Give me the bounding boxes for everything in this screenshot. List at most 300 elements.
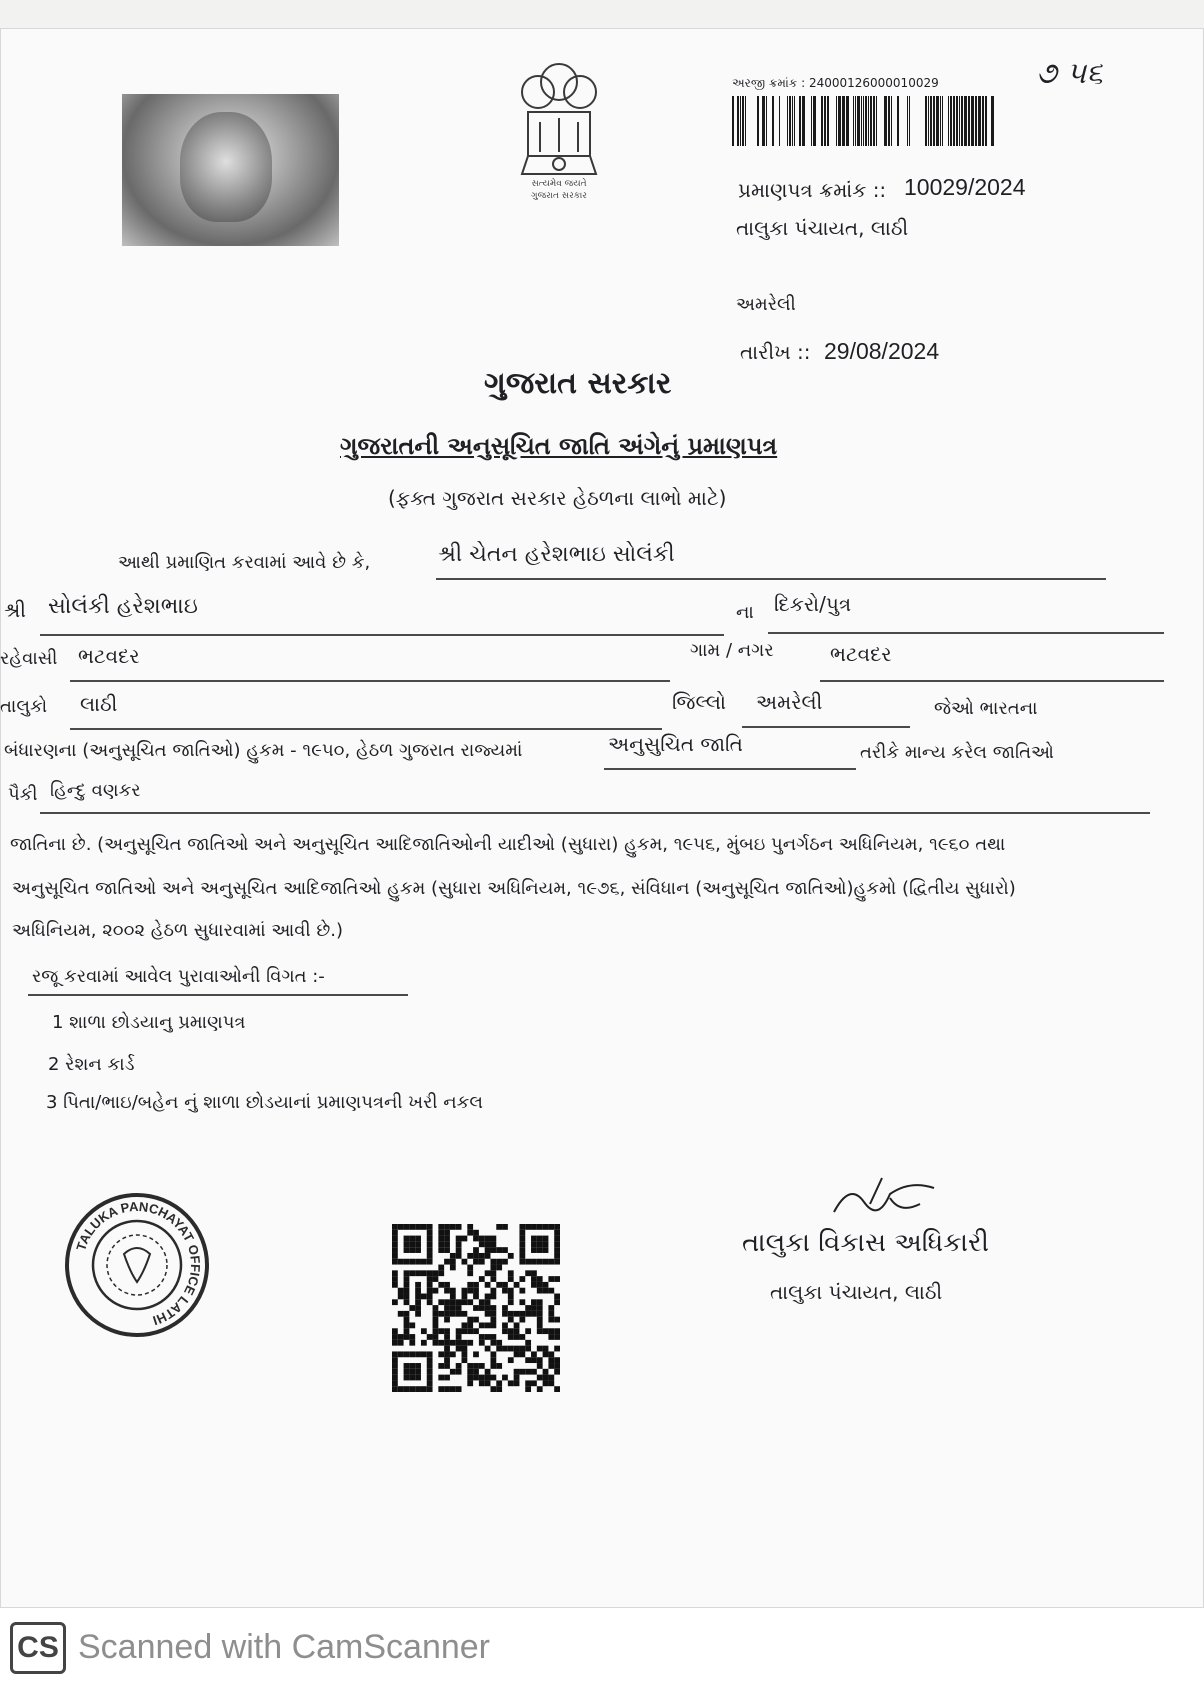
qr-module	[462, 1351, 468, 1357]
qr-module	[450, 1305, 456, 1311]
certify-label: આથી પ્રમાણિત કરવામાં આવે છે કે,	[118, 552, 371, 573]
qr-module	[415, 1351, 421, 1357]
qr-module	[508, 1328, 514, 1334]
qr-module	[427, 1375, 433, 1381]
qr-module	[444, 1241, 450, 1247]
emblem-motto: સત્યમેવ જયતે	[531, 179, 587, 189]
qr-module	[485, 1282, 491, 1288]
qr-module	[508, 1299, 514, 1305]
qr-module	[467, 1299, 473, 1305]
paragraph-line-1: જાતિના છે. (અનુસૂચિત જાતિઓ અને અનુસૂચિત આદિજાતિઓની યાદીઓ (સુધારા) હુકમ, ૧૯૫૬, મુંબઇ પુનર્ગઠન અધિનિયમ, ૧૯૬૦ તથા	[10, 834, 1006, 855]
qr-module	[531, 1224, 537, 1230]
qr-module	[404, 1311, 410, 1317]
evidence-item: 3 પિતા/ભાઇ/બહેન નું શાળા છોડયાનાં પ્રમાણપત્રની ખરી નકલ	[46, 1092, 483, 1113]
taluka-line	[70, 728, 662, 730]
qr-module	[548, 1224, 554, 1230]
qr-module	[485, 1305, 491, 1311]
qr-module	[467, 1369, 473, 1375]
barcode-bar	[792, 96, 793, 146]
qr-module	[456, 1247, 462, 1253]
qr-module	[525, 1346, 531, 1352]
qr-module	[398, 1334, 404, 1340]
qr-module	[554, 1247, 560, 1253]
qr-module	[415, 1224, 421, 1230]
barcode-bar	[964, 96, 967, 146]
qr-module	[554, 1386, 560, 1392]
qr-module	[514, 1351, 520, 1357]
barcode-bar	[959, 96, 960, 146]
qr-module	[444, 1236, 450, 1242]
qr-module	[473, 1282, 479, 1288]
qr-module	[525, 1380, 531, 1386]
barcode-bar	[737, 96, 739, 146]
qr-module	[531, 1276, 537, 1282]
barcode-bar	[740, 96, 741, 146]
qr-module	[421, 1328, 427, 1334]
qr-module	[519, 1276, 525, 1282]
qr-module	[519, 1288, 525, 1294]
qr-module	[392, 1328, 398, 1334]
qr-module	[433, 1317, 439, 1323]
qr-module	[519, 1224, 525, 1230]
qr-module	[462, 1357, 468, 1363]
qr-module	[525, 1259, 531, 1265]
qr-module	[398, 1386, 404, 1392]
signatory-title: તાલુકા વિકાસ અધિકારી	[742, 1228, 989, 1258]
seal-text: TALUKA PANCHAYAT OFFICE LATHI	[73, 1198, 204, 1329]
qr-module	[444, 1351, 450, 1357]
qr-module	[450, 1253, 456, 1259]
qr-module	[496, 1363, 502, 1369]
qr-module	[554, 1363, 560, 1369]
qr-module	[508, 1276, 514, 1282]
resident-value: ભટવદર	[78, 644, 140, 668]
village-value: ભટવદર	[830, 642, 892, 666]
qr-module	[479, 1276, 485, 1282]
qr-module	[462, 1294, 468, 1300]
qr-module	[392, 1247, 398, 1253]
qr-module	[392, 1369, 398, 1375]
qr-module	[392, 1340, 398, 1346]
qr-module	[415, 1270, 421, 1276]
qr-module	[392, 1351, 398, 1357]
qr-module	[502, 1224, 508, 1230]
qr-module	[531, 1259, 537, 1265]
qr-module	[456, 1328, 462, 1334]
qr-module	[531, 1369, 537, 1375]
qr-module	[473, 1363, 479, 1369]
barcode-bar	[811, 96, 812, 146]
village-line	[820, 680, 1164, 682]
qr-module	[490, 1340, 496, 1346]
qr-module	[409, 1351, 415, 1357]
qr-module	[554, 1253, 560, 1259]
qr-module	[519, 1346, 525, 1352]
signatory-office: તાલુકા પંચાયત, લાઠી	[770, 1280, 943, 1304]
caste-line	[40, 812, 1150, 814]
qr-module	[473, 1305, 479, 1311]
qr-module	[519, 1230, 525, 1236]
qr-module	[450, 1299, 456, 1305]
qr-module	[467, 1340, 473, 1346]
qr-module	[438, 1375, 444, 1381]
qr-module	[525, 1340, 531, 1346]
qr-module	[496, 1346, 502, 1352]
barcode-bar	[787, 96, 788, 146]
qr-module	[398, 1340, 404, 1346]
qr-module	[398, 1351, 404, 1357]
qr-module	[427, 1259, 433, 1265]
qr-module	[548, 1311, 554, 1317]
barcode-bar	[732, 96, 734, 146]
qr-module	[456, 1363, 462, 1369]
qr-module	[392, 1224, 398, 1230]
qr-module	[444, 1259, 450, 1265]
qr-module	[409, 1334, 415, 1340]
qr-module	[467, 1380, 473, 1386]
qr-module	[485, 1294, 491, 1300]
qr-module	[479, 1363, 485, 1369]
qr-module	[502, 1311, 508, 1317]
qr-module	[473, 1230, 479, 1236]
barcode-bar	[930, 96, 932, 146]
qr-module	[450, 1259, 456, 1265]
qr-module	[531, 1247, 537, 1253]
qr-module	[438, 1241, 444, 1247]
barcode-bar	[953, 96, 955, 146]
barcode-bar	[925, 96, 927, 146]
barcode-bar	[956, 96, 958, 146]
qr-module	[415, 1369, 421, 1375]
barcode-bar	[757, 96, 759, 146]
qr-module	[490, 1317, 496, 1323]
qr-module	[421, 1340, 427, 1346]
qr-module	[415, 1305, 421, 1311]
qr-module	[415, 1375, 421, 1381]
qr-module	[543, 1380, 549, 1386]
certificate-number-label: પ્રમાણપત્ર ક્રમાંક ::	[738, 178, 887, 202]
resident-label: રહેવાસી	[0, 648, 58, 669]
qr-module	[485, 1375, 491, 1381]
qr-module	[543, 1351, 549, 1357]
qr-module	[450, 1294, 456, 1300]
qr-module	[508, 1334, 514, 1340]
qr-module	[519, 1317, 525, 1323]
barcode-bar	[936, 96, 939, 146]
qr-module	[548, 1363, 554, 1369]
qr-module	[462, 1322, 468, 1328]
qr-module	[537, 1224, 543, 1230]
qr-module	[519, 1311, 525, 1317]
qr-module	[427, 1241, 433, 1247]
qr-module	[433, 1311, 439, 1317]
qr-module	[415, 1386, 421, 1392]
qr-module	[490, 1375, 496, 1381]
qr-module	[456, 1241, 462, 1247]
qr-module	[490, 1351, 496, 1357]
qr-module	[462, 1259, 468, 1265]
qr-module	[502, 1288, 508, 1294]
qr-module	[392, 1259, 398, 1265]
qr-module	[433, 1322, 439, 1328]
qr-module	[450, 1288, 456, 1294]
qr-module	[537, 1259, 543, 1265]
barcode-bar	[779, 96, 780, 146]
qr-module	[404, 1334, 410, 1340]
qr-module	[525, 1311, 531, 1317]
recognized-text: તરીકે માન્ય કરેલ જાતિઓ	[860, 742, 1054, 763]
qr-module	[467, 1375, 473, 1381]
qr-module	[508, 1357, 514, 1363]
qr-module	[548, 1317, 554, 1323]
qr-module	[467, 1317, 473, 1323]
qr-module	[450, 1224, 456, 1230]
qr-module	[404, 1224, 410, 1230]
shri-prefix: શ્રી	[4, 598, 27, 622]
qr-module	[404, 1386, 410, 1392]
qr-module	[415, 1259, 421, 1265]
qr-module	[409, 1270, 415, 1276]
barcode-bar	[772, 96, 774, 146]
qr-module	[519, 1299, 525, 1305]
qr-module	[427, 1247, 433, 1253]
qr-module	[496, 1247, 502, 1253]
qr-module	[450, 1351, 456, 1357]
qr-module	[392, 1230, 398, 1236]
qr-module	[490, 1236, 496, 1242]
barcode-bar	[982, 96, 984, 146]
qr-module	[415, 1288, 421, 1294]
government-title: ગુજરાત સરકાર	[484, 366, 672, 401]
qr-module	[438, 1340, 444, 1346]
india-text: જેઓ ભારતના	[934, 698, 1038, 719]
barcode-bar	[933, 96, 935, 146]
qr-module	[456, 1305, 462, 1311]
qr-module	[554, 1259, 560, 1265]
qr-module	[496, 1265, 502, 1271]
qr-module	[519, 1253, 525, 1259]
qr-module	[554, 1276, 560, 1282]
qr-module	[554, 1346, 560, 1352]
qr-module	[554, 1369, 560, 1375]
qr-module	[456, 1340, 462, 1346]
qr-module	[490, 1276, 496, 1282]
camscanner-logo: CS	[10, 1622, 66, 1674]
qr-module	[438, 1247, 444, 1253]
qr-module	[421, 1259, 427, 1265]
qr-module	[554, 1241, 560, 1247]
barcode-bar	[975, 96, 977, 146]
barcode-bar	[857, 96, 860, 146]
qr-module	[467, 1270, 473, 1276]
qr-module	[496, 1282, 502, 1288]
qr-module	[490, 1241, 496, 1247]
qr-module	[462, 1346, 468, 1352]
qr-module	[514, 1369, 520, 1375]
barcode-bar	[863, 96, 864, 146]
barcode-bar	[942, 96, 943, 146]
qr-module	[514, 1380, 520, 1386]
camscanner-text: Scanned with CamScanner	[78, 1628, 491, 1666]
qr-module	[444, 1230, 450, 1236]
qr-module	[537, 1346, 543, 1352]
qr-module	[519, 1259, 525, 1265]
qr-module	[404, 1276, 410, 1282]
qr-module	[404, 1363, 410, 1369]
qr-module	[427, 1386, 433, 1392]
qr-module	[462, 1236, 468, 1242]
qr-module	[508, 1294, 514, 1300]
barcode-bar	[821, 96, 823, 146]
qr-module	[519, 1236, 525, 1242]
qr-module	[537, 1276, 543, 1282]
barcode-bar	[897, 96, 899, 146]
qr-module	[554, 1328, 560, 1334]
qr-module	[543, 1236, 549, 1242]
qr-module	[462, 1288, 468, 1294]
qr-module	[398, 1311, 404, 1317]
qr-module	[537, 1357, 543, 1363]
qr-module	[444, 1375, 450, 1381]
resident-line	[70, 680, 670, 682]
qr-module	[543, 1346, 549, 1352]
qr-module	[479, 1299, 485, 1305]
qr-module	[485, 1380, 491, 1386]
qr-module	[548, 1328, 554, 1334]
qr-module	[409, 1247, 415, 1253]
barcode-bar	[928, 96, 929, 146]
qr-module	[392, 1357, 398, 1363]
qr-module	[554, 1294, 560, 1300]
qr-module	[409, 1224, 415, 1230]
qr-module	[456, 1334, 462, 1340]
qr-module	[502, 1247, 508, 1253]
qr-module	[490, 1259, 496, 1265]
qr-module	[438, 1328, 444, 1334]
qr-module	[473, 1317, 479, 1323]
qr-module	[531, 1305, 537, 1311]
qr-module	[508, 1317, 514, 1323]
qr-module	[490, 1288, 496, 1294]
qr-module	[490, 1334, 496, 1340]
signature-scribble	[830, 1174, 940, 1224]
qr-module	[421, 1351, 427, 1357]
qr-module	[404, 1288, 410, 1294]
qr-module	[531, 1236, 537, 1242]
qr-module	[404, 1369, 410, 1375]
qr-module	[467, 1224, 473, 1230]
qr-module	[473, 1328, 479, 1334]
qr-module	[485, 1236, 491, 1242]
applicant-face	[180, 112, 272, 222]
qr-module	[479, 1334, 485, 1340]
qr-module	[427, 1351, 433, 1357]
qr-module	[415, 1299, 421, 1305]
qr-module	[531, 1351, 537, 1357]
barcode-bar	[876, 96, 877, 146]
qr-module	[554, 1317, 560, 1323]
qr-module	[519, 1351, 525, 1357]
qr-module	[537, 1311, 543, 1317]
barcode-bar	[948, 96, 949, 146]
qr-module	[514, 1334, 520, 1340]
qr-module	[392, 1241, 398, 1247]
qr-module	[496, 1340, 502, 1346]
qr-module	[392, 1363, 398, 1369]
barcode-bar	[950, 96, 952, 146]
handwritten-annotation: ૭ ૫૬	[1036, 56, 1103, 91]
qr-module	[543, 1259, 549, 1265]
qr-module	[438, 1311, 444, 1317]
qr-module	[444, 1340, 450, 1346]
qr-module	[543, 1288, 549, 1294]
qr-module	[473, 1369, 479, 1375]
qr-module	[508, 1380, 514, 1386]
qr-module	[404, 1259, 410, 1265]
barcode-bar	[813, 96, 816, 146]
qr-module	[450, 1386, 456, 1392]
qr-module	[404, 1236, 410, 1242]
qr-module	[427, 1294, 433, 1300]
qr-module	[543, 1369, 549, 1375]
qr-module	[398, 1224, 404, 1230]
qr-module	[490, 1363, 496, 1369]
qr-module	[479, 1380, 485, 1386]
qr-module	[531, 1380, 537, 1386]
qr-module	[438, 1270, 444, 1276]
qr-module	[433, 1276, 439, 1282]
national-emblem-icon	[500, 52, 618, 202]
qr-module	[427, 1276, 433, 1282]
qr-module	[433, 1288, 439, 1294]
qr-module	[485, 1369, 491, 1375]
qr-module	[519, 1369, 525, 1375]
qr-module	[450, 1369, 456, 1375]
qr-module	[438, 1236, 444, 1242]
qr-module	[525, 1305, 531, 1311]
qr-module	[444, 1311, 450, 1317]
qr-module	[450, 1311, 456, 1317]
qr-module	[433, 1340, 439, 1346]
qr-module	[485, 1247, 491, 1253]
qr-module	[496, 1224, 502, 1230]
qr-module	[496, 1380, 502, 1386]
barcode-bar	[855, 96, 856, 146]
barcode-bar	[873, 96, 875, 146]
qr-module	[404, 1294, 410, 1300]
qr-module	[444, 1328, 450, 1334]
barcode-bar	[762, 96, 765, 146]
qr-module	[502, 1346, 508, 1352]
certificate-page	[0, 28, 1204, 1608]
qr-module	[473, 1294, 479, 1300]
qr-module	[531, 1241, 537, 1247]
barcode-bar	[824, 96, 826, 146]
qr-module	[548, 1351, 554, 1357]
qr-module	[508, 1346, 514, 1352]
evidence-item: 1 શાળા છોડયાનુ પ્રમાણપત્ર	[52, 1012, 246, 1033]
qr-module	[409, 1236, 415, 1242]
holder-name-line	[436, 578, 1106, 580]
qr-module	[467, 1328, 473, 1334]
qr-module	[537, 1363, 543, 1369]
qr-module	[479, 1375, 485, 1381]
qr-module	[467, 1282, 473, 1288]
barcode-bar	[907, 96, 908, 146]
qr-module	[525, 1386, 531, 1392]
relation-value: દિકરો/પુત્ર	[774, 592, 852, 616]
qr-module	[438, 1224, 444, 1230]
